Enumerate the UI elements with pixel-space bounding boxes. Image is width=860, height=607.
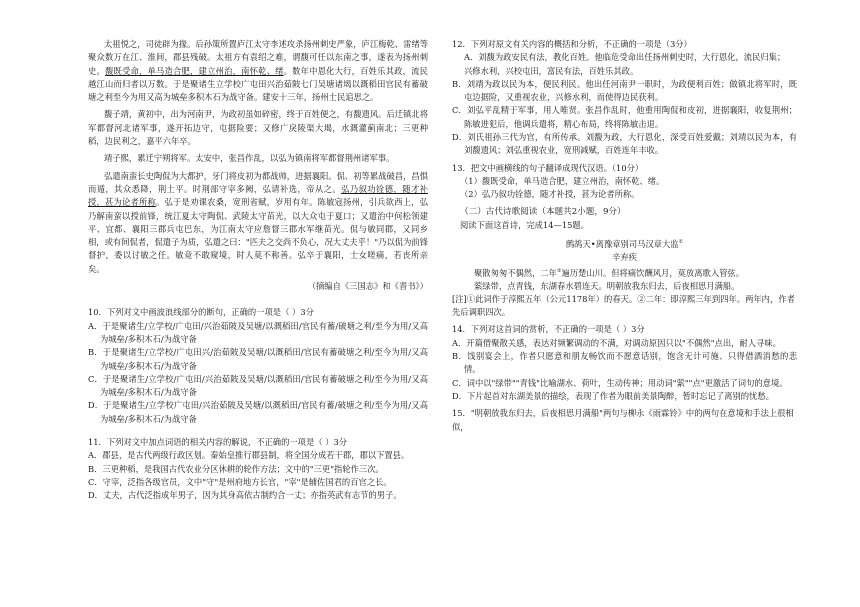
question-12-option-d: D．刘氏祖孙三代为官，有所传承。刘馥为政，大行恩化，深受百姓爱戴；刘靖以民为本，有刘馥遗风；刘弘重视农业，宽刑减赋，百姓连年丰收。 <box>452 132 797 156</box>
section-2-intro: 阅读下面这首诗，完成14—15题。 <box>460 219 589 230</box>
passage-paragraph-3: 靖子熙，累迁宁朔将军。太安中，张昌作乱，以弘为镇南将军都督荆州诸军事。 <box>104 153 395 164</box>
poem-line-2: 萦绿带，点青钱，东湖春水碧连天。明朝放我东归去，后夜相思月满船。 <box>474 280 740 291</box>
underlined-sentence-1: 馥既受命，单马造合肥，建立州治，南怀乾、绪 <box>105 65 284 76</box>
question-10-option-d: D．于是聚诸生/立学校广屯田/兴治茹陂及吴塘/以溉稻田/官民有蓄/破塘之利/至今为用/又高为城垒/多积木石/为战守备 <box>88 400 428 424</box>
left-column <box>88 38 428 503</box>
question-14-option-b: B．饯别宴会上，作者只愿意和朋友畅饮而不愿意话别，饱含无计可施、只得借酒消愁的悲情。 <box>452 351 797 375</box>
footnote-mark: ① <box>678 239 684 246</box>
question-12-option-b: B．刘靖为政以民为本，便民利民。他出任河南尹一职时，为政便利百姓；做镇北将军时，既屯边据险，又重视农业，兴修水利，而使得边民获利。 <box>452 78 797 103</box>
passage-paragraph-4: 弘遣南蛮长史陶侃为大都护，牙门将皮初为都战帅，进据襄阳。侃、初等累战破昌，昌惧而遁，其众悉降，荆土平。时荆部守宰多阙，弘请补选，帝从之。弘乃叙功铨德，随才补授，甚为论者所称。弘于是劝课农桑，宽刑省赋，岁用有年。陈敏寇扬州，引兵欲西上，弘乃解南蛮以授前锋，统江夏太守陶侃、武陵太守苗光，以大众屯于夏口；又遣治中何松领建平、宜都、襄阳三郡兵屯巴东，为江南太守应詹督三郡水军继苗光。侃与敏同郡，又同乡相，或有间侃者，侃遣子为质，弘遣之曰："匹夫之交尚不负心，况大丈夫乎！"乃以侃为前锋督护，委以讨敏之任。敏竟不敢窥境，时人莫不称善。弘卒于襄阳，士女嗟痛，若丧所亲矣。 <box>88 170 428 274</box>
question-10-stem: 10．下列对文中画波浪线部分的断句，正确的一项是（ ）3分 <box>88 307 314 318</box>
underlined-sentence-2: 弘乃叙功铨德，随才补授，甚为论者所称 <box>88 183 428 208</box>
question-11-option-d: D．丈夫，古代泛指成年男子，因为其身高依古制约合一丈；亦指英武有志节的男子。 <box>88 490 402 501</box>
wavy-line-sentence: 于是聚诸生立学校广屯田兴治茹陂七门吴塘诸堨以溉稻田官民有蓄 <box>173 78 420 89</box>
question-12-option-a-line-2: 兴修水利，兴校屯田，富民有法，百姓乐其政。 <box>464 65 639 76</box>
passage-paragraph-1: 太祖悦之，司徒辟为掾。后孙策所置庐江太守李述攻杀扬州刺史严象，庐江梅乾、雷绪等聚众数万在江、淮间，郡县残破。太祖方有袁绍之难，谓馥可任以东南之事，遂表为扬州刺史。馥既受命，单马造合肥，建立州治，南怀乾、绪。数年中恩化大行，百姓乐其政，流民越江山而归者以万数。于是聚诸生立学校广屯田兴治茹陂七门吴塘诸堨以溉稻田官民有蓄破塘之利至今为用又高为城垒多积木石为战守备。建安十三年，扬州士民追思之。 <box>88 39 428 103</box>
poem-title: 鹧鸪天•离豫章别司马汉章大监① <box>565 238 684 249</box>
question-12-option-a-line-1: A．刘馥为政安民有法，教化百姓。他临危受命出任扬州刺史时，大行恩化，流民归集； <box>464 52 786 63</box>
footnote-mark: ② <box>556 267 562 274</box>
question-12-option-c: C．刘弘平乱精于军事，用人唯贤。张昌作乱时，他重用陶侃和皮初，进据襄阳，收复荆州；陈敏进犯后，他调兵遣将，精心布局，终将陈敏击退。 <box>452 105 797 129</box>
poem-line-1: 聚散匆匆不偶然，二年②遍历楚山川。但将痛饮酬风月，莫放离歌入管弦。 <box>474 267 745 278</box>
question-13-sentence-1: （1）馥既受命，单马造合肥，建立州治，南怀乾、绪。 <box>460 175 665 186</box>
passage-paragraph-2: 馥子靖，黄初中，出为河南尹，为政初虽如碎密，终于百姓便之，有馥遗风。后迁镇北将军都督河北诸军事，遂开拓边守，屯据险要；又修广戾陵渠大堨，水溉灌蓟南北；三更种稻，边民利之，嘉平六年卒。 <box>88 109 428 147</box>
poem-author: 辛弃疾 <box>612 252 637 263</box>
section-2-heading: （二）古代诗歌阅读（本题共2小题，9分） <box>460 206 626 217</box>
right-column <box>452 38 797 434</box>
poem-note: [注]①此词作于淳熙五年（公元1178年）的春天。②二年：即淳熙三年到四年。两年内，作者先后调职四次。 <box>452 293 795 318</box>
question-11-option-b: B．三更种稻，是我国古代农业分区休耕的轮作方法；文中的"三更"指轮作三次。 <box>88 463 384 474</box>
question-14-option-c: C．词中以"绿带""青钱"比喻湖水、荷叶，生动传神；用动词"萦""点"更激活了词句的意境。 <box>452 377 788 388</box>
question-14-option-d: D．下片起首对东湖美景的描绘，表现了作者为眼前美景陶醉，暂时忘记了离别的忧愁。 <box>452 390 774 401</box>
question-14-option-a: A．开篇借聚散关感，表达对频繁调动的不满，对调动原因只以"不偶然"点出，耐人寻味。 <box>452 337 781 348</box>
passage-source: （摘编自《三国志》和《晋书》） <box>307 281 428 292</box>
question-12-stem: 12．下列对原文有关内容的概括和分析，不正确的一项是（3分） <box>452 39 692 49</box>
question-13-sentence-2: （2）弘乃叙功铨德，随才补授，甚为论者所称。 <box>460 189 640 200</box>
question-10-option-c: C．于是聚诸生/立学校/广屯田/兴治茹陂及吴塘/以溉稻田/官民有蓄破塘之利/至今为用/又高为城垒/多积木石/为战守备 <box>88 373 428 398</box>
question-14-stem: 14．下列对这首词的赏析，不正确的一项是（ ）3分 <box>452 324 645 335</box>
question-11-stem: 11．下列对文中加点词语的相关内容的解说，不正确的一项是（ ）3分 <box>88 437 348 448</box>
question-15-stem: 15．"明朝放我东归去，后夜相思月满船"两句与柳永《雨霖铃》中的两句在意境和手法上很相似， <box>452 408 794 432</box>
question-10-option-b: B．于是聚诸生/立学校/广屯田兴/治茹陂及吴塘/以溉稻田/官民有蓄破塘之利/至今为用/又高为城垒/多积木石/为战守备 <box>88 347 428 371</box>
question-10-option-a: A．于是聚诸生/立学校/广屯田/兴治茹陂及吴塘/以溉稻田/官民有蓄/破塘之利/至今为用/又高为城垒/多积木石/为战守备 <box>88 320 428 344</box>
question-11-option-c: C．守宰，泛指各级官员，文中"守"是州府地方长官，"宰"是辅佐国君的百官之长。 <box>88 476 392 487</box>
question-11-option-a: A．郡县，是古代两级行政区划。秦始皇推行郡县制，将全国分成若干郡，郡以下置县。 <box>88 450 410 461</box>
question-13-stem: 13．把文中画横线的句子翻译成现代汉语。（10分） <box>452 162 644 173</box>
